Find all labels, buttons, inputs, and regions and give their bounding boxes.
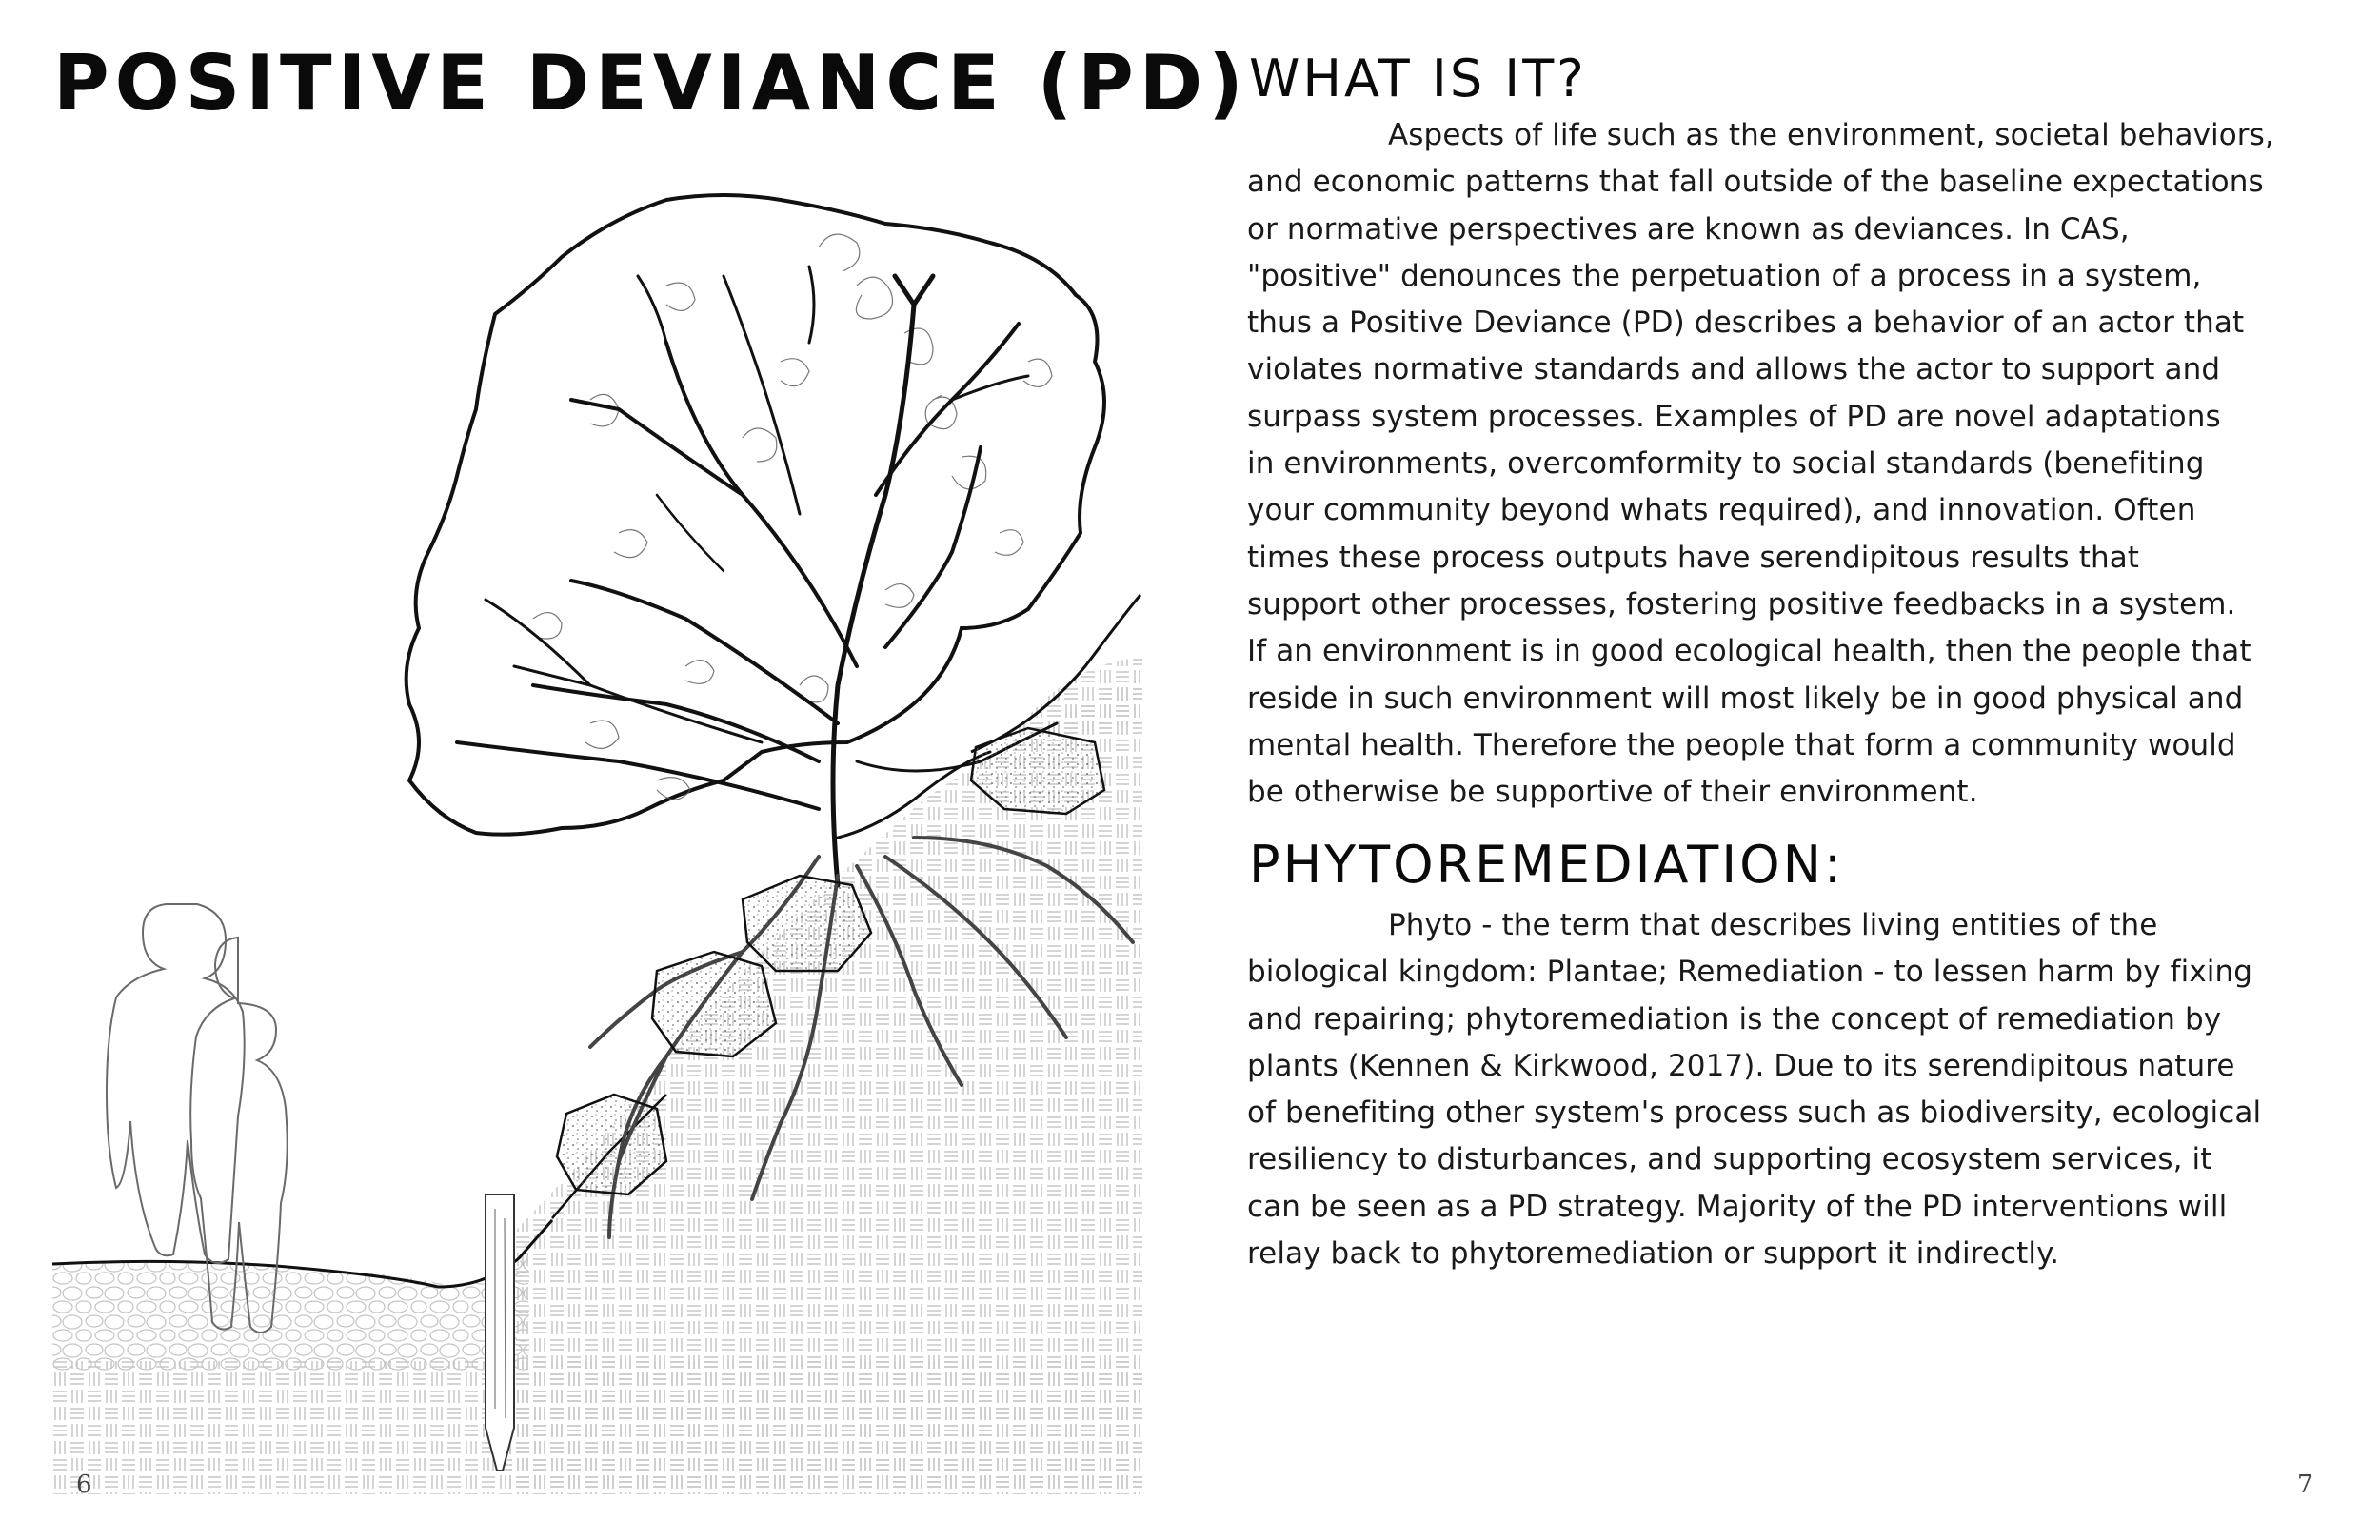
paragraph-line: biological kingdom: Plantae; Remediation - to lessen harm by fixing: [1247, 955, 2253, 990]
wooden-stake: [486, 1194, 514, 1471]
paragraph-line: Aspects of life such as the environment, societal behaviors,: [1388, 118, 2274, 152]
what-is-it-paragraph: [1247, 112, 2370, 816]
paragraph-line: surpass system processes. Examples of PD are novel adaptations: [1247, 399, 2221, 434]
paragraph-line: If an environment is in good ecological health, then the people that: [1247, 634, 2251, 669]
paragraph-line: resiliency to disturbances, and supporting ecosystem services, it: [1247, 1142, 2212, 1177]
what-is-it-heading: WHAT IS IT?: [1249, 49, 1587, 109]
paragraph-line: reside in such environment will most likely be in good physical and: [1247, 681, 2244, 716]
right-page: [1190, 0, 2380, 1540]
paragraph-line: be otherwise be supportive of their environment.: [1247, 775, 1978, 810]
paragraph-line: can be seen as a PD strategy. Majority of the PD interventions will: [1247, 1189, 2228, 1224]
paragraph-line: plants (Kennen & Kirkwood, 2017). Due to its serendipitous nature: [1247, 1048, 2235, 1083]
page-title: POSITIVE DEVIANCE (PD): [53, 39, 1249, 128]
paragraph-line: or normative perspectives are known as deviances. In CAS,: [1247, 211, 2130, 247]
paragraph-line: Phyto - the term that describes living entities of the: [1388, 908, 2158, 942]
paragraph-line: and economic patterns that fall outside of the baseline expectations: [1247, 165, 2264, 200]
page-number-left: 6: [76, 1471, 92, 1499]
phytoremediation-paragraph: [1247, 902, 2370, 1277]
foliage-scribbles: [533, 234, 1052, 800]
paragraph-line: and repairing; phytoremediation is the concept of remediation by: [1247, 1001, 2222, 1037]
phytoremediation-heading: PHYTOREMEDIATION:: [1249, 835, 1845, 895]
paragraph-line: support other processes, fostering positive feedbacks in a system.: [1247, 586, 2236, 622]
paragraph-line: times these process outputs have serendipitous results that: [1247, 540, 2140, 575]
page-number-right: 7: [2297, 1471, 2313, 1499]
paragraph-line: relay back to phytoremediation or support it indirectly.: [1247, 1236, 2060, 1272]
paragraph-line: in environments, overcomformity to social standards (benefiting: [1247, 446, 2205, 482]
paragraph-line: of benefiting other system's process such as biodiversity, ecological: [1247, 1096, 2262, 1131]
paragraph-line: your community beyond whats required), and innovation. Often: [1247, 493, 2196, 528]
paragraph-line: "positive" denounces the perpetuation of a process in a system,: [1247, 258, 2202, 293]
paragraph-line: thus a Positive Deviance (PD) describes a behavior of an actor that: [1247, 306, 2245, 341]
pebble-layer: [52, 1254, 528, 1371]
soil-band: [52, 1361, 1142, 1494]
paragraph-line: violates normative standards and allows the actor to support and: [1247, 352, 2221, 387]
paragraph-line: mental health. Therefore the people that form a community would: [1247, 727, 2236, 762]
